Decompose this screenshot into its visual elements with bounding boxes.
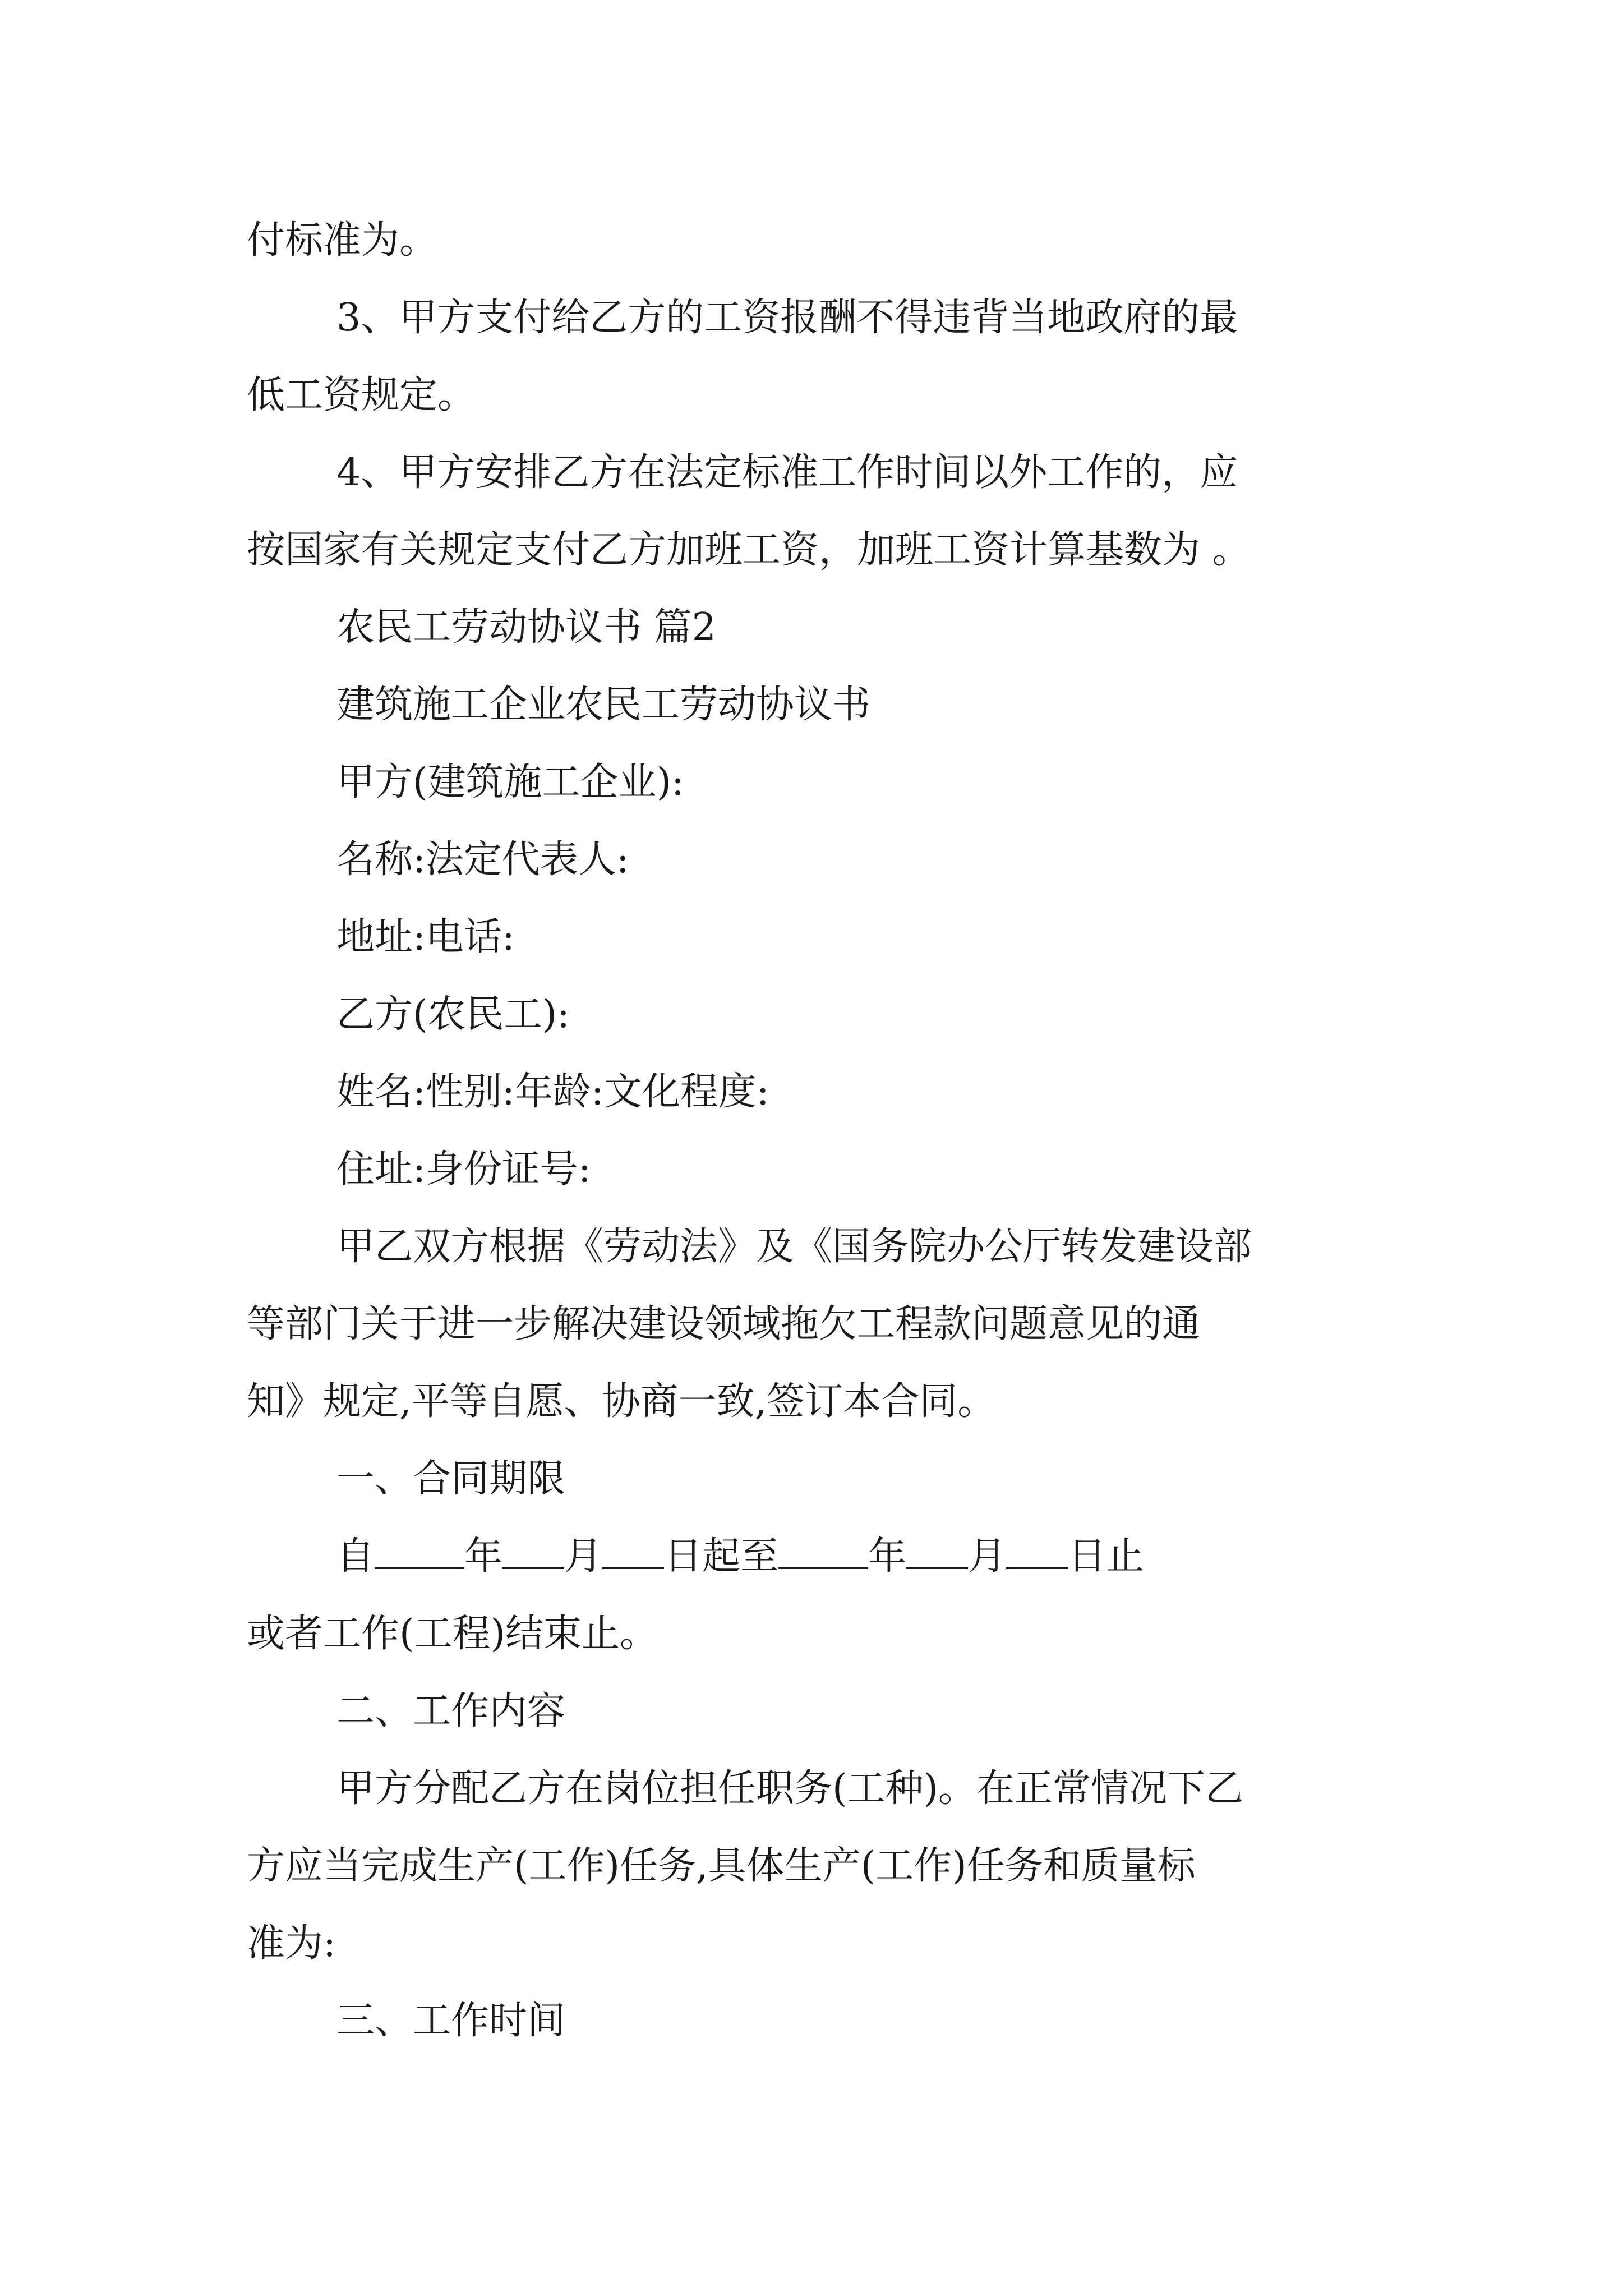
preamble-cont: 等部门关于进一步解决建设领域拖欠工程款问题意见的通 xyxy=(247,1302,1201,1346)
party-b-info-field: 姓名:性别:年龄:文化程度: xyxy=(336,1070,769,1114)
work-content-end: 准为: xyxy=(247,1921,336,1966)
blank-year-start xyxy=(375,1537,464,1569)
preamble-end: 知》规定,平等自愿、协商一致,签订本合同。 xyxy=(247,1379,996,1424)
section-heading: 农民工劳动协议书 篇2 xyxy=(336,605,716,650)
blank-month-start xyxy=(502,1537,564,1569)
term-line-cont: 或者工作(工程)结束止。 xyxy=(247,1612,658,1656)
blank-year-end xyxy=(778,1537,868,1569)
section-hours-heading: 三、工作时间 xyxy=(336,1999,566,2043)
document-body xyxy=(247,202,1380,2060)
party-a-heading: 甲方(建筑施工企业): xyxy=(336,760,684,804)
party-b-address-field: 住址:身份证号: xyxy=(336,1147,591,1191)
text-line: 付标准为。 xyxy=(247,218,438,263)
blank-month-end xyxy=(906,1537,968,1569)
document-title: 建筑施工企业农民工劳动协议书 xyxy=(336,683,871,727)
text-line: 按国家有关规定支付乙方加班工资，加班工资计算基数为 。 xyxy=(247,528,1251,572)
section-work-heading: 二、工作内容 xyxy=(336,1689,566,1733)
work-content-cont: 方应当完成生产(工作)任务,具体生产(工作)任务和质量标 xyxy=(247,1844,1196,1888)
blank-day-start xyxy=(602,1537,664,1569)
party-a-name-field: 名称:法定代表人: xyxy=(336,838,629,882)
party-a-address-field: 地址:电话: xyxy=(336,915,515,959)
party-b-heading: 乙方(农民工): xyxy=(336,992,570,1037)
text-line: 低工资规定。 xyxy=(247,373,476,417)
section-term-heading: 一、合同期限 xyxy=(336,1457,566,1501)
blank-day-end xyxy=(1006,1537,1068,1569)
clause-3: 3、甲方支付给乙方的工资报酬不得违背当地政府的最 xyxy=(336,296,1238,340)
work-content: 甲方分配乙方在岗位担任职务(工种)。在正常情况下乙 xyxy=(336,1766,1244,1811)
clause-4: 4、甲方安排乙方在法定标准工作时间以外工作的，应 xyxy=(336,450,1238,495)
term-line: 自 年 月 日起至 年 月 日止 xyxy=(336,1534,1145,1579)
preamble: 甲乙双方根据《劳动法》及《国务院办公厅转发建设部 xyxy=(336,1225,1252,1269)
